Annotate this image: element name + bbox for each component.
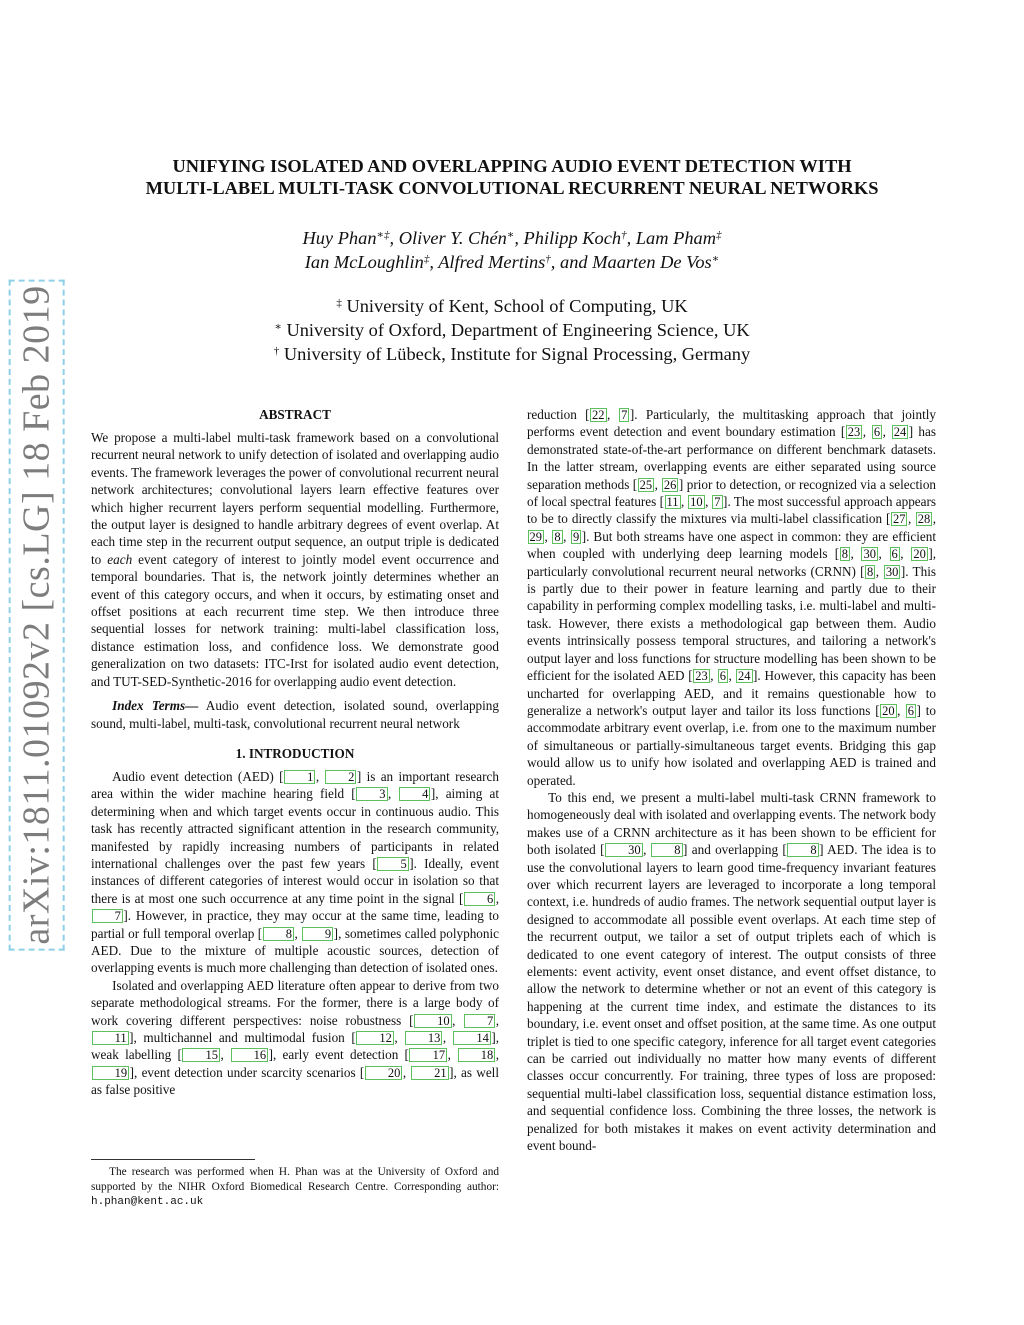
citation-link[interactable]: 9: [302, 927, 333, 941]
title-line-1: UNIFYING ISOLATED AND OVERLAPPING AUDIO EVENT DETECTION WITH: [172, 156, 852, 176]
citation-link[interactable]: 10: [690, 495, 703, 510]
citation-link[interactable]: 8: [554, 529, 561, 544]
citation-link[interactable]: 24: [738, 669, 751, 684]
citation-link[interactable]: 7: [92, 909, 123, 923]
introduction-heading: 1. INTRODUCTION: [235, 745, 355, 761]
citation-link[interactable]: 16: [231, 1048, 269, 1062]
citation-link[interactable]: 30: [863, 547, 876, 562]
paper-title: [110, 155, 914, 199]
citation-link[interactable]: 7: [621, 408, 628, 422]
email-link[interactable]: h.phan@kent.ac.uk: [91, 1196, 204, 1209]
affiliations: [110, 294, 914, 366]
author: Oliver Y. Chén: [398, 228, 507, 248]
author-list: Huy Phan∗‡, Oliver Y. Chén∗, Philipp Koch†, Lam Pham‡ Ian McLoughlin‡, Alfred Mertins†, and Maarten De Vos∗: [302, 228, 722, 272]
citation-link[interactable]: 8: [867, 564, 874, 579]
citation-link[interactable]: 14: [453, 1031, 491, 1045]
citation-link[interactable]: 23: [695, 669, 708, 684]
paragraph: Isolated and overlapping AED literature often appear to derive from two separate methodological streams. For the former, there is a large body of work covering different perspectives: noise robustness [ 10 , 7 , 11 ], multichannel and multimodal fusion [ 12 , 13 , 14 ], weak labelling [ 15 , 16 ], early event detection [ 17 , 18 , 19 ], event detection under scarcity scenarios [ 20 , 21 ], as well as false positive: [91, 977, 500, 1098]
arxiv-id[interactable]: arXiv:1811.01092v2 [cs.LG] 18 Feb 2019: [16, 285, 59, 945]
citation-link[interactable]: 6: [719, 669, 726, 684]
citation-link[interactable]: 20: [365, 1066, 403, 1080]
citation-link[interactable]: 17: [409, 1048, 447, 1062]
citation-link[interactable]: 10: [414, 1014, 452, 1028]
citation-link[interactable]: 11: [92, 1031, 129, 1045]
citation-link[interactable]: 28: [917, 512, 931, 527]
citation-link[interactable]: 21: [411, 1066, 449, 1080]
citation-link[interactable]: 8: [841, 547, 848, 562]
affiliation: † University of Lübeck, Institute for Signal Processing, Germany: [273, 344, 751, 364]
left-column: [91, 406, 499, 1099]
citation-link[interactable]: 18: [458, 1048, 496, 1062]
footnote-rule: [91, 1159, 255, 1160]
citation-link[interactable]: 23: [847, 425, 861, 440]
citation-link[interactable]: 5: [377, 857, 408, 871]
author: Lam Pham: [635, 228, 717, 248]
citation-link[interactable]: 6: [891, 547, 898, 562]
citation-link[interactable]: 30: [605, 843, 643, 857]
citation-link[interactable]: 8: [787, 843, 818, 857]
abstract-text: We propose a multi-label multi-task framework based on a convolutional recurrent neural network to unify detection of isolated and overlapping audio events. The framework leverages the power of convolutional recurrent neural network architectures; convolutional layers learn effective features over which higher recurrent layers perform sequential modelling. Furthermore, the output layer is designed to handle arbitrary degrees of event overlap. At each time step in the recurrent output sequence, an output triple is dedicated to each event category of interest to jointly model event occurrence and temporal boundaries. That is, the network jointly determines whether an event of this category occurs, and when it occurs, by estimating onset and offset positions at each recurrent time step. We then introduce three sequential losses for network training: multi-label classification loss, distance estimation loss, and confidence loss. We demonstrate good generalization on two datasets: ITC-Irst for isolated audio event detection, and TUT-SED-Synthetic-2016 for overlapping audio event detection.: [91, 430, 499, 689]
citation-link[interactable]: 6: [907, 703, 914, 718]
citation-link[interactable]: 27: [892, 512, 906, 527]
footnote: The research was performed when H. Phan was at the University of Oxford and supported by the NIHR Oxford Biomedical Research Centre. Corresponding author: h.phan@kent.ac.uk: [91, 1166, 499, 1209]
citation-link[interactable]: 4: [399, 787, 430, 801]
citation-link[interactable]: 22: [592, 408, 605, 422]
affiliation: ∗ University of Oxford, Department of Engineering Science, UK: [274, 320, 750, 340]
title-line-2: MULTI-LABEL MULTI-TASK CONVOLUTIONAL RECURRENT NEURAL NETWORKS: [145, 178, 879, 198]
affiliation: ‡ University of Kent, School of Computing, UK: [336, 296, 688, 316]
citation-link[interactable]: 9: [572, 529, 580, 544]
citation-link[interactable]: 11: [666, 495, 679, 510]
citation-link[interactable]: 15: [182, 1048, 220, 1062]
author: Alfred Mertins: [438, 252, 546, 272]
citation-link[interactable]: 29: [529, 529, 542, 544]
citation-link[interactable]: 8: [263, 927, 294, 941]
abstract-heading: ABSTRACT: [259, 407, 331, 422]
citation-link[interactable]: 6: [873, 425, 881, 440]
author: Philipp Koch: [523, 228, 622, 248]
author: Ian McLoughlin: [304, 252, 424, 272]
citation-link[interactable]: 25: [639, 477, 653, 492]
citation-link[interactable]: 30: [885, 564, 899, 579]
citation-link[interactable]: 26: [663, 477, 677, 492]
citation-link[interactable]: 3: [356, 787, 387, 801]
paragraph: Audio event detection (AED) [ 1 , 2 ] is an important research area within the wider machine hearing field [ 3 , 4 ], aiming at determining when and which target events occur in continuous audio. This task has recently attracted significant attention in the research community, manifested by rapidly increasing numbers of participants in related international challenges over the past few years [ 5 ]. Ideally, event instances of different categories of interest would occur in isolation so that there is at most one such occurrence at any time point in the signal [ 6 , 7 ]. However, in practice, they may occur at the same time, leading to partial or full temporal overlap [ 8 , 9 ], sometimes called polyphonic AED. Due to the mixture of multiple acoustic sources, detection of overlapping events is much more challenging than detection of isolated ones.: [91, 768, 500, 976]
citation-link[interactable]: 2: [325, 770, 356, 784]
citation-link[interactable]: 8: [651, 843, 682, 857]
citation-link[interactable]: 12: [356, 1031, 394, 1045]
citation-link[interactable]: 13: [405, 1031, 443, 1045]
citation-link[interactable]: 7: [714, 495, 721, 510]
citation-link[interactable]: 7: [464, 1014, 495, 1028]
citation-link[interactable]: 6: [464, 892, 495, 906]
arxiv-stamp: [14, 285, 60, 945]
paragraph: To this end, we present a multi-label multi-task CRNN framework to homogeneously deal with isolated and overlapping events. The network body makes use of a CRNN architecture as it has been shown to be efficient for both isolated [ 30 , 8 ] and overlapping [ 8 ] AED. The idea is to use the convolutional layers to learn good time-frequency invariant features over which recurrent layers are leveraged to incorporate a long temporal context, i.e. hundreds of audio frames. The network sequential output layer is designed to accommodate all possible event overlaps. At each time step of the recurrent output, we tailor a set of output triplets each of which is dedicated to one event category of interest. The output consists of three elements: event activity, event onset distance, and event offset distance, to allow the network to determine whether or not an event of this category is happening at the current time index, and estimate the distances to its boundary, i.e. event onset and offset position, at the same time. As one output triplet is tied to one specific category, inference for all target event categories can be carried out individually no matter how many events of different classes occur concurrently. For training, three types of loss are proposed: sequential multi-label classification loss, sequential distance estimation loss, and sequential confidence loss. Combining the three losses, the network is penalized for both mistakes it makes on event activity determination and event bound-: [527, 789, 937, 1154]
citation-link[interactable]: 20: [882, 703, 895, 718]
citation-link[interactable]: 1: [284, 770, 315, 784]
citation-link[interactable]: 20: [913, 547, 926, 562]
author: Huy Phan: [302, 228, 377, 248]
index-terms: Index Terms— Audio event detection, isolated sound, overlapping sound, multi-label, multi-task, convolutional recurrent neural network: [91, 698, 499, 731]
right-column: [527, 406, 936, 1154]
citation-link[interactable]: 19: [92, 1066, 130, 1080]
citation-link[interactable]: 24: [893, 425, 907, 440]
paragraph: reduction [ 22 , 7 ]. Particularly, the multitasking approach that jointly performs event detection and event boundary estimation [ 23 , 6 , 24 ] has demonstrated state-of-the-art performance on different benchmark datasets. In the latter stream, overlapping events are either separated using source separation methods [ 25 , 26 ] prior to detection, or recognized via a selection of local spectral features [ 11 , 10 , 7 ]. The most successful approach appears to be to directly classify the mixtures via multi-label classification [ 27 , 28 , 29 , 8 , 9 ]. But both streams have one aspect in common: they are efficient when coupled with underlying deep learning models [ 8 , 30 , 6 , 20 ], particularly convolutional recurrent neural networks (CRNN) [ 8 , 30 ]. This is partly due to their power in feature learning and partly due to their capability in performing complex modelling tasks, i.e. multi-label and multi-task. However, there exists a methodological gap between them. Audio events intrinsically possess temporal structures, and tailoring a network's output layer and loss functions for structure modelling has been shown to be efficient for the isolated AED [ 23 , 6 , 24 ]. However, this capacity has been uncharted for overlapping AED, and it remains questionable how to generalize a network's output layer and tailor its loss functions [ 20 , 6 ] to accommodate arbitrary event overlap, i.e. from one to the maximum number of simultaneous or partially-simultaneous target events. Bridging this gap would allow us to unify how isolated and overlapping AED is trained and operated.: [527, 407, 937, 788]
author: Maarten De Vos: [592, 252, 712, 272]
